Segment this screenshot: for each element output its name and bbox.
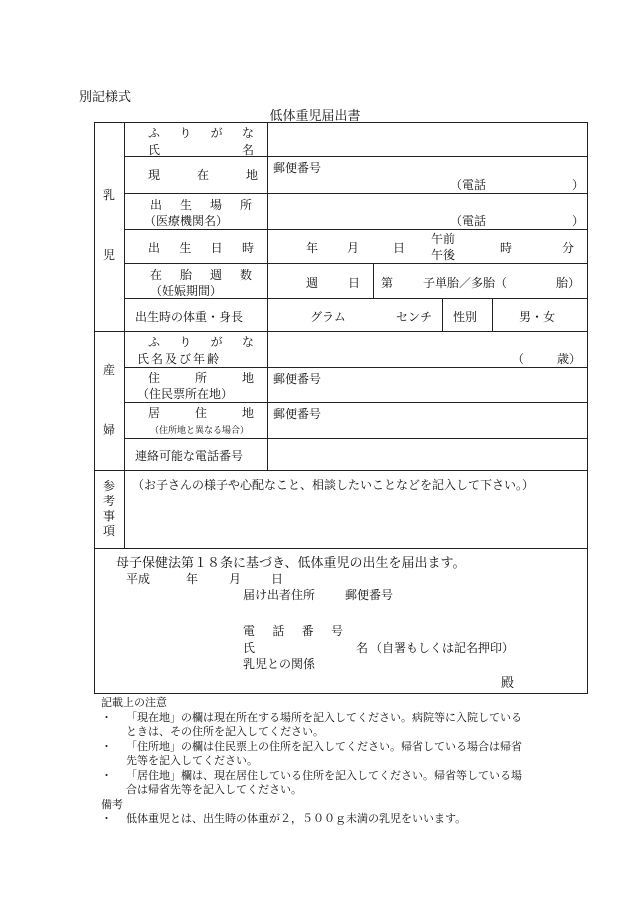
notes-section [101,696,606,827]
declaration-era: 平成 [126,572,151,586]
note-line: 「現在地」の欄は現在所在する場所を記入してください。病院等に入院している [126,710,522,724]
note-line: 先等を記入してください。 [126,754,258,767]
row-line [124,438,588,439]
birth-day-unit: 日 [393,241,406,255]
mother-residence-label: 居 住 地 [148,406,254,420]
mother-residence-postal-label: 郵便番号 [273,407,322,421]
label-column-line [267,122,268,470]
infant-furigana-label: ふ り が な [148,126,254,140]
gestation-day-unit: 日 [348,276,361,290]
notifier-name-note: （自署もしくは記名押印） [370,641,515,655]
infant-birthplace-sub: （医療機関名） [144,214,229,228]
notes-heading: 記載上の注意 [101,696,167,709]
infant-birthplace-label: 出 生 場 所 [150,198,252,212]
mother-address-label: 住 所 地 [148,371,254,385]
sex-label: 性別 [453,310,478,324]
reference-bullet: ・ [101,812,112,825]
gestation-week-unit: 週 [306,276,319,290]
relation-label: 乳児との関係 [243,657,316,671]
note-bullet: ・ [101,739,112,753]
birth-minute-unit: 分 [562,241,575,255]
form-title: 低体重児届出書 [269,109,361,124]
section-mother-char2: 婦 [102,423,115,437]
mother-name-field[interactable] [269,333,587,366]
mother-age-close: 歳） [557,352,582,366]
infant-address-field[interactable] [269,158,587,192]
cell-line [492,298,493,331]
row-line [124,402,588,403]
mother-furigana-label: ふ り が な [148,335,254,349]
infant-address-label: 現 在 地 [148,168,258,182]
row-line [124,367,588,368]
row-line [124,229,588,230]
note-line: 「住所地」の欄は住民票上の住所を記入してください。帰省している場合は帰省 [126,739,522,753]
sex-options[interactable]: 男・女 [519,310,556,324]
infant-gestation-label: 在 胎 週 数 [150,268,252,282]
mother-residence-field[interactable] [269,404,587,437]
form-label: 別記様式 [79,90,132,105]
notifier-address-label: 届け出者住所 [243,588,316,602]
birth-month-unit: 月 [347,241,360,255]
divider-mother-remarks [94,470,588,471]
note-bullet: ・ [101,768,112,782]
mother-phone-field[interactable] [269,440,587,469]
note-item [101,711,606,740]
infant-birthplace-field[interactable] [269,195,587,228]
section-column-line [124,122,125,548]
birth-hour-unit: 時 [500,241,513,255]
infant-birthplace-phone-open: （電話 [450,214,487,228]
note-item [101,740,606,769]
multiple-birth-type: 子単胎／多胎（ [423,276,508,290]
infant-address-phone-open: （電話 [450,178,487,192]
infant-address-postal-label: 郵便番号 [273,161,322,175]
note-line: ときは、その住所を記入してください。 [126,725,324,738]
infant-birth-datetime-label: 出 生 日 時 [148,241,254,255]
infant-weight-height-label: 出生時の体重・身長 [135,310,244,324]
cell-line [442,298,443,331]
note-bullet: ・ [101,710,112,724]
mother-age-open: （ [512,352,525,366]
birth-pm-label: 午後 [431,248,456,262]
infant-address-phone-close: ） [572,178,585,192]
mother-phone-label: 連絡可能な電話番号 [135,449,244,463]
notifier-postal-label: 郵便番号 [345,588,394,602]
divider-infant-mother [94,331,588,332]
weight-gram-unit: グラム [310,310,346,324]
section-remarks-label: 参 考 事 項 [102,479,115,538]
section-infant-char2: 児 [102,248,115,262]
notifier-name-label: 氏 名 [243,641,368,655]
mother-residence-sub: （住所地と異なる場合） [150,426,250,436]
infant-birthplace-phone-close: ） [572,214,585,228]
infant-name-field[interactable] [269,126,587,155]
honorific: 殿 [501,676,515,691]
section-infant-char1: 乳 [102,188,115,202]
infant-gestation-sub: （妊娠期間） [150,284,223,298]
declaration-month-unit: 月 [229,572,242,586]
row-line [124,193,588,194]
mother-name-age-label: 氏名及び年齢 [137,352,222,366]
note-item [101,769,606,798]
infant-name-label: 氏 名 [148,143,254,157]
row-line [124,263,588,264]
birth-am-label: 午前 [431,232,456,246]
declaration-statement: 母子保健法第１８条に基づき、低体重児の出生を届出ます。 [116,556,466,571]
remarks-instruction: （お子さんの様子や心配なこと、相談したいことなどを記入して下さい。） [132,478,535,492]
mother-address-postal-label: 郵便番号 [273,372,322,386]
multiple-birth-count: 胎） [556,276,581,290]
reference-text: 低体重児とは、出生時の体重が２，５００ｇ未満の乳児をいいます。 [126,812,467,825]
mother-address-field[interactable] [269,369,587,401]
height-centi-unit: センチ [396,310,433,324]
divider-remarks-declaration [94,548,588,549]
remarks-field[interactable] [126,494,587,547]
birth-year-unit: 年 [306,241,319,255]
note-line: 「居住地」欄は、現在居住している住所を記入してください。帰省等している場 [126,768,522,782]
notifier-phone-label: 電 話 番 号 [243,624,343,638]
reference-heading: 備考 [101,797,123,811]
multiple-birth-ordinal: 第 [381,276,394,290]
mother-address-sub: （住民票所在地） [137,387,234,401]
note-line: 合は帰省先等を記入してください。 [126,783,302,796]
cell-line [373,263,374,298]
reference-item [101,812,606,827]
declaration-year-unit: 年 [186,572,199,586]
infant-birth-datetime-field[interactable] [269,231,587,262]
declaration-day-unit: 日 [271,572,284,586]
section-mother-char1: 産 [102,363,115,377]
